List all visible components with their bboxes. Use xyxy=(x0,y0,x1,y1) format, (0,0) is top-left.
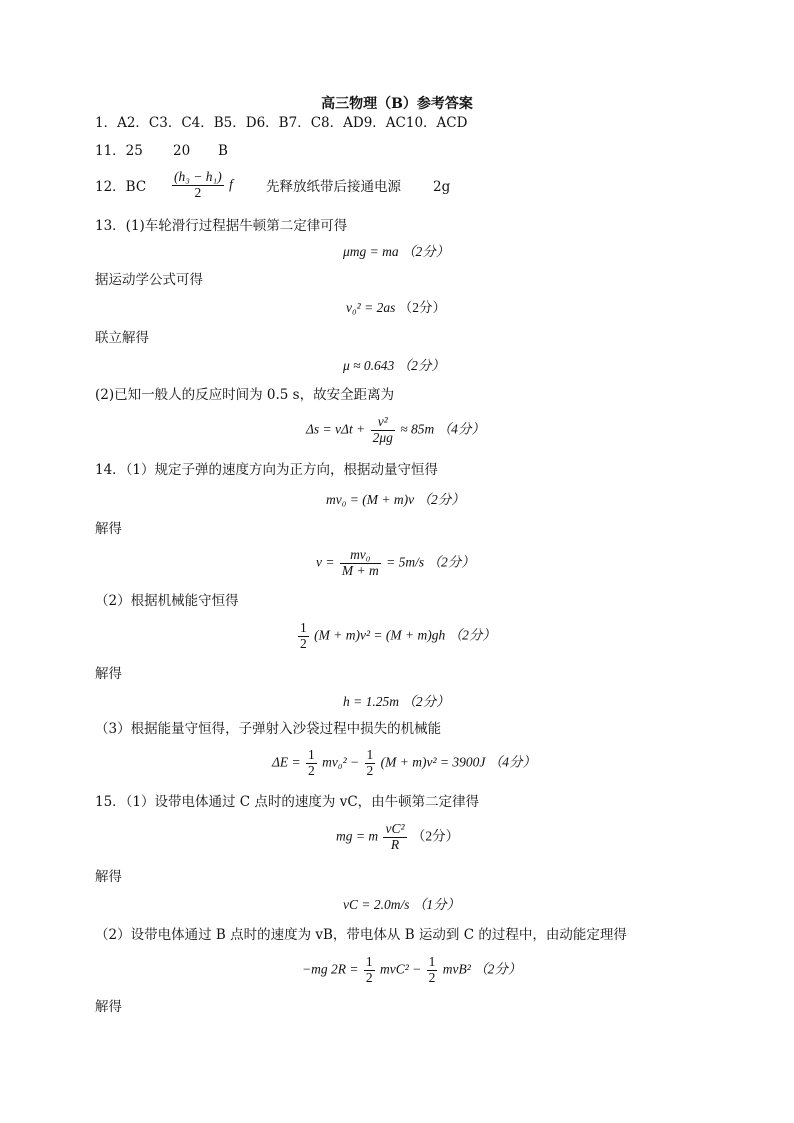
q15-solve-2: 解得 xyxy=(95,999,122,1015)
eq14-a: mv₀ = (M + m)v （2分） xyxy=(326,492,465,507)
q14-intro: 14．（1）规定子弹的速度方向为正方向，根据动量守恒得 xyxy=(95,462,439,478)
eq15-a-right: （2分） xyxy=(411,828,460,844)
q14-solve-2: 解得 xyxy=(95,666,122,682)
q14-part2: （2）根据机械能守恒得 xyxy=(95,593,239,609)
q13-part2: (2)已知一般人的反应时间为 0.5 s，故安全距离为 xyxy=(95,387,395,403)
eq14-b-right: = 5m/s （2分） xyxy=(386,554,475,570)
eq13-a: μmg = ma （2分） xyxy=(343,244,450,259)
eq14-d: h = 1.25m （2分） xyxy=(343,694,450,709)
eq15-a-left: mg = m xyxy=(336,828,379,844)
answer-12-part-b: 先释放纸带后接通电源 xyxy=(266,179,401,195)
eq13-c: μ ≈ 0.643 （2分） xyxy=(343,358,445,373)
eq15-c-num1: 1 xyxy=(365,954,373,969)
eq15-c xyxy=(302,955,521,986)
eq14-e-right: (M + m)v² = 3900J （4分） xyxy=(380,754,536,770)
eq15-c-den1: 2 xyxy=(365,969,373,985)
answer-12-part-c: 2g xyxy=(433,179,451,195)
eq14-b-den: M + m xyxy=(341,562,379,578)
q13-intro: 13．(1)车轮滑行过程据牛顿第二定律可得 xyxy=(95,218,348,234)
answer-11-part-a: 11．25 xyxy=(95,143,143,159)
eq13-b-score: （2分） xyxy=(398,300,446,315)
eq14-e-left: ΔE = xyxy=(272,754,301,770)
eq14-e-den1: 2 xyxy=(308,762,315,778)
eq15-c-left: −mg 2R = xyxy=(302,961,359,977)
eq15-a-den: R xyxy=(390,836,400,852)
q13-kinematics: 据运动学公式可得 xyxy=(95,272,203,288)
answer-12-numerator: (h₃ − h₁) xyxy=(174,169,222,184)
eq14-e-den2: 2 xyxy=(366,762,374,778)
answers-1-10: 1．A2．C3．C4．B5．D6．B7．C8．AD9．AC10．ACD xyxy=(95,115,468,131)
eq15-a xyxy=(336,822,459,853)
eq14-c-num: 1 xyxy=(300,620,307,635)
eq14-e-num2: 1 xyxy=(366,747,374,762)
answer-11-part-b: 20 xyxy=(173,143,191,159)
eq15-c-num2: 1 xyxy=(428,954,436,969)
eq14-b-left: v = xyxy=(316,554,335,570)
eq15-c-mid: mvC² − xyxy=(379,961,422,977)
answer-12-denominator: 2 xyxy=(194,184,202,200)
eq13-b-lhs: v₀² = 2as xyxy=(346,300,396,315)
eq13-d xyxy=(306,415,485,446)
eq13-d-left: Δs = vΔt + xyxy=(306,421,366,437)
eq13-d-num: v² xyxy=(371,415,395,431)
eq14-e xyxy=(272,748,536,779)
q14-part3: （3）根据能量守恒得，子弹射入沙袋过程中损失的机械能 xyxy=(95,721,442,737)
eq15-b: vC = 2.0m/s （1分） xyxy=(343,897,461,912)
eq14-c xyxy=(296,621,496,652)
eq15-c-den2: 2 xyxy=(428,969,436,985)
q15-part2: （2）设带电体通过 B 点时的速度为 vB，带电体从 B 运动到 C 的过程中，由动能定理得 xyxy=(95,927,627,943)
page-title: 高三物理（B）参考答案 xyxy=(321,96,473,112)
eq14-b xyxy=(316,548,475,579)
eq14-e-mid: mv₀² − xyxy=(322,754,360,770)
q15-intro: 15．（1）设带电体通过 C 点时的速度为 vC，由牛顿第二定律得 xyxy=(95,794,480,810)
eq13-b xyxy=(346,301,446,315)
answer-12-part-a: 12．BC xyxy=(95,179,147,195)
eq14-c-right: (M + m)v² = (M + m)gh （2分） xyxy=(314,627,496,643)
eq13-d-den: 2μg xyxy=(372,429,393,445)
q15-solve-1: 解得 xyxy=(95,869,122,885)
answer-12-f: f xyxy=(229,176,233,192)
q14-solve-1: 解得 xyxy=(95,521,122,537)
eq15-c-right: mvB² （2分） xyxy=(442,961,522,977)
eq15-a-num: vC² xyxy=(385,821,405,836)
eq14-c-den: 2 xyxy=(300,635,307,651)
answer-12-formula xyxy=(170,170,233,201)
q13-combine: 联立解得 xyxy=(95,330,149,346)
eq14-b-num: mv₀ xyxy=(340,548,381,564)
eq14-e-num1: 1 xyxy=(308,747,315,762)
answer-11-part-c: B xyxy=(218,143,228,159)
eq13-d-right: ≈ 85m （4分） xyxy=(400,421,485,437)
